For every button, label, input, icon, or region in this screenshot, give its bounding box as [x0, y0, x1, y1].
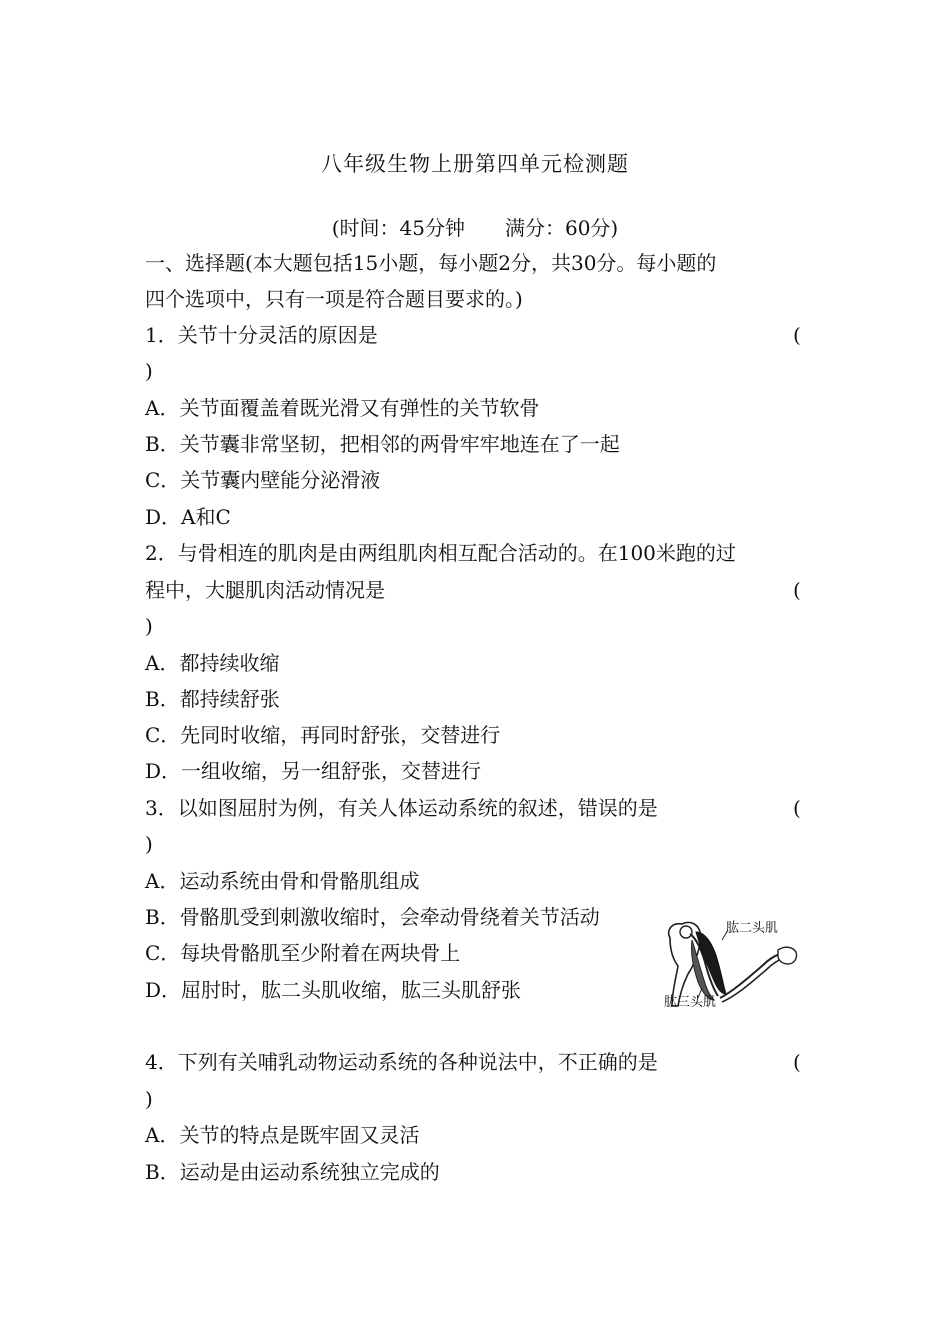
question-3-answer-paren-close: ): [145, 832, 153, 856]
question-2-stem: 2．与骨相连的肌肉是由两组肌肉相互配合活动的。在100米跑的过: [145, 541, 736, 565]
question-4-answer-paren-open: (: [793, 1050, 801, 1074]
hand-shape: [778, 947, 797, 964]
section-intro-line-1: 一、选择题(本大题包括15小题，每小题2分，共30分。每小题的: [145, 251, 717, 275]
question-1-option-d: D．A和C: [145, 505, 231, 529]
question-1-option-a: A．关节面覆盖着既光滑又有弹性的关节软骨: [145, 396, 540, 420]
question-4-option-a: A．关节的特点是既牢固又灵活: [145, 1123, 420, 1147]
arm-flexion-figure: [662, 910, 802, 1012]
question-1-option-b: B．关节囊非常坚韧，把相邻的两骨牢牢地连在了一起: [145, 432, 620, 456]
exam-info: (时间：45分钟 满分：60分): [331, 216, 619, 240]
question-1-stem: 1．关节十分灵活的原因是: [145, 323, 378, 347]
question-4-answer-paren-close: ): [145, 1087, 153, 1111]
question-2-option-a: A．都持续收缩: [145, 651, 280, 675]
question-2-option-d: D．一组收缩，另一组舒张，交替进行: [145, 759, 482, 783]
question-4-stem: 4．下列有关哺乳动物运动系统的各种说法中，不正确的是: [145, 1050, 658, 1074]
question-2-option-c: C．先同时收缩，再同时舒张，交替进行: [145, 723, 501, 747]
biceps-label: 肱二头肌: [726, 921, 779, 936]
question-1-answer-paren-open: (: [793, 323, 801, 347]
page-title: 八年级生物上册第四单元检测题: [321, 152, 629, 176]
question-2-answer-paren-open: (: [793, 578, 801, 602]
question-2-option-b: B．都持续舒张: [145, 687, 280, 711]
question-3-option-a: A．运动系统由骨和骨骼肌组成: [145, 869, 420, 893]
question-2-stem-continued: 程中，大腿肌肉活动情况是: [145, 578, 385, 602]
section-intro-line-2: 四个选项中，只有一项是符合题目要求的。): [145, 287, 523, 311]
triceps-label: 肱三头肌: [664, 995, 717, 1010]
question-1-option-c: C．关节囊内壁能分泌滑液: [145, 468, 381, 492]
question-1-answer-paren-close: ): [145, 359, 153, 383]
question-3-option-d: D．屈肘时，肱二头肌收缩，肱三头肌舒张: [145, 978, 522, 1002]
forearm-bone: [720, 954, 780, 998]
shoulder-joint: [680, 926, 692, 938]
question-2-answer-paren-close: ): [145, 614, 153, 638]
forearm-bone-2: [722, 958, 784, 1002]
question-3-option-c: C．每块骨骼肌至少附着在两块骨上: [145, 941, 461, 965]
question-3-option-b: B．骨骼肌受到刺激收缩时，会牵动骨绕着关节活动: [145, 905, 600, 929]
question-3-answer-paren-open: (: [793, 796, 801, 820]
question-4-option-b: B．运动是由运动系统独立完成的: [145, 1160, 440, 1184]
question-3-stem: 3．以如图屈肘为例，有关人体运动系统的叙述，错误的是: [145, 796, 658, 820]
